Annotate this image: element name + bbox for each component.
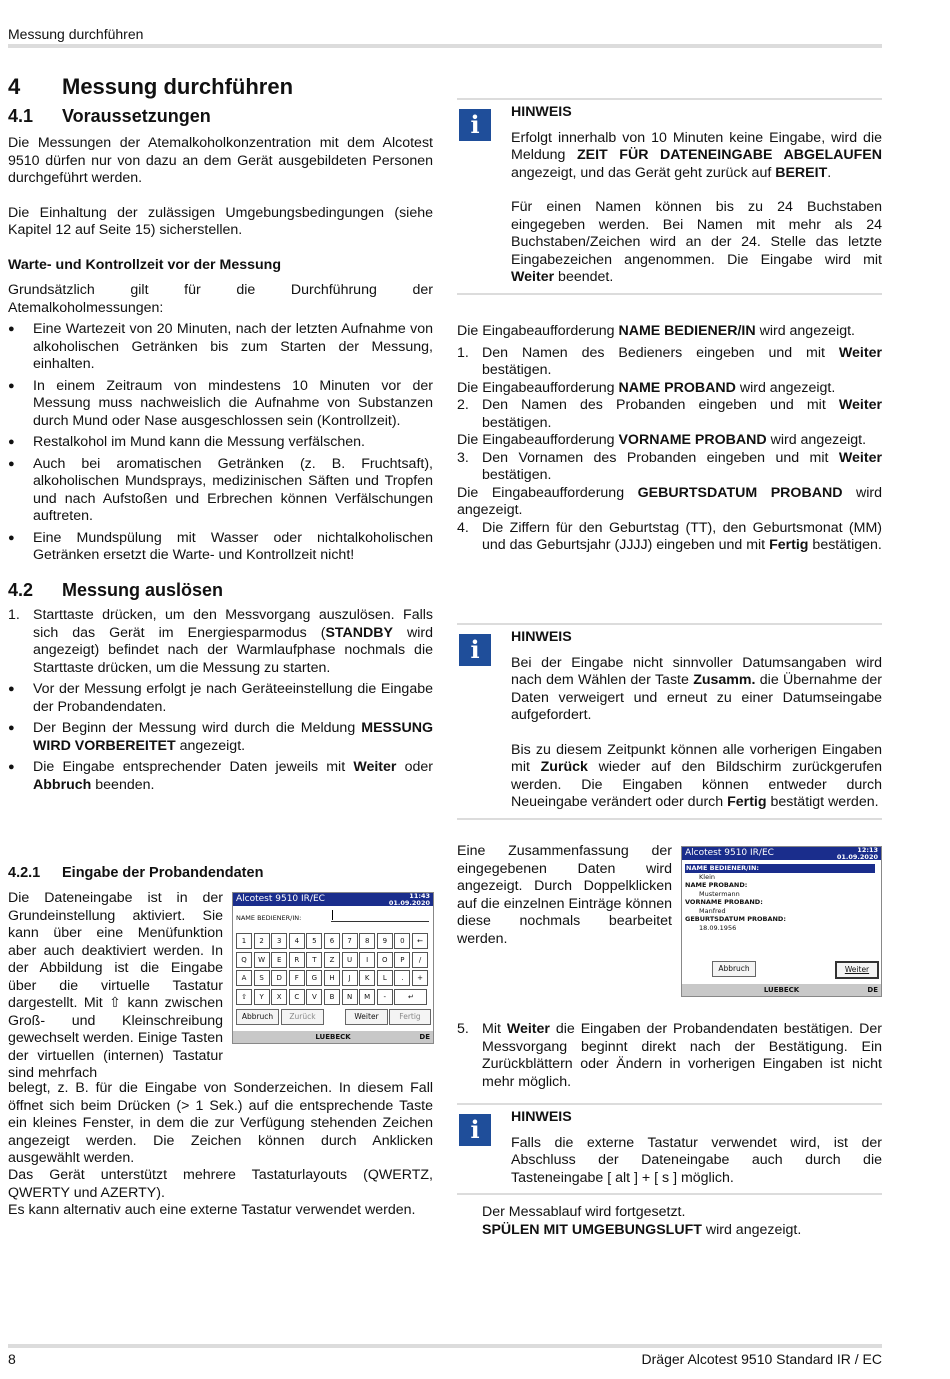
location-label: LUEBECK [763,986,800,994]
section-heading-4-2 [8,579,433,600]
text: Starttaste drücken, um den Messvorgang auszulösen. Falls sich das Gerät im Energiesparmodus ( [33,607,433,641]
bold-text: Weiter [506,1021,550,1037]
name-input[interactable] [331,910,429,922]
subsection-title: Eingabe der Probandendaten [62,865,264,881]
keyboard-key[interactable]: N [342,989,358,1005]
weiter-button[interactable]: Weiter [345,1009,388,1025]
bold-text: NAME PROBAND [618,379,736,396]
keyboard-key[interactable]: H [324,970,340,986]
screen-titlebar [233,893,433,906]
keyboard-key[interactable]: F [289,970,305,986]
keyboard-key[interactable]: Q [236,952,252,968]
hint-paragraph [511,130,882,183]
bold-text: Abbruch [33,776,92,793]
keyboard-key[interactable]: T [306,952,322,968]
section-title: Voraussetzungen [62,105,211,126]
summary-value[interactable]: Mustermann [699,889,740,898]
hint-box [457,1103,882,1195]
text: bestätigen. [482,467,552,483]
country-label: DE [419,1033,430,1041]
step-number: 2. [457,397,469,413]
keyboard-key[interactable]: A [236,970,252,986]
keyboard-key[interactable]: 5 [306,933,322,949]
keyboard-key[interactable]: R [289,952,305,968]
screen-datetime [837,847,878,860]
keyboard-key[interactable]: L [377,970,393,986]
result-text [482,1204,882,1239]
bold-text: MESSUNG WIRD VORBEREITET [33,720,433,754]
bold-text: Weiter [511,269,555,285]
keyboard-key[interactable]: + [412,970,428,986]
keyboard-key[interactable]: W [254,952,270,968]
weiter-button[interactable]: Weiter [835,961,879,979]
paragraph: belegt, z. B. für die Eingabe von Sonderzeichen. In diesem Fall öffnet sich beim Drücken (> 1 Sek.) auf die entsprechende Taste ein kleines Fenster, in dem die zur Verfügung stehenden Zeichen angezeigt werden. Die Zeichen können durch Anklicken ausgewählt werden. [8,1080,433,1166]
keyboard-key[interactable]: O [377,952,393,968]
bold-text: NAME BEDIENER/IN [618,323,756,339]
text: bestätigt werden. [766,794,879,810]
text: wird angezeigt) befindet nach der Warmlaufphase nochmals die Starttaste drücken, um die Messung zu starten. [33,624,433,676]
section-number: 4.2 [8,579,34,600]
footer-rule [8,1344,882,1348]
text: die Eingaben der Probandendaten bestätigen. Der Messvorgang beginnt direkt nach der Bestätigung. Ein Zurückblättern oder Ändern in vorherigen Eingaben ist nicht mehr möglich. [482,1021,882,1090]
keyboard-key[interactable]: B [324,989,340,1005]
device-screen-keyboard [232,892,434,1044]
keyboard-key[interactable]: 8 [359,933,375,949]
result-line [482,1222,882,1240]
text: Die Eingabeaufforderung [457,323,619,339]
screen-time: 12:13 [857,846,878,854]
summary-label[interactable]: VORNAME PROBAND: [685,898,763,906]
list-item [8,759,433,794]
step-number: 5. [457,1021,469,1037]
hint-paragraph: Falls die externe Tastatur verwendet wird, ist der Abschluss der Dateneingabe auch durch die Tasteneingabe [ alt ] + [ s ] möglich. [511,1134,882,1186]
keyboard-key[interactable]: J [342,970,358,986]
summary-label[interactable]: NAME PROBAND: [685,881,748,889]
bullet-list [8,321,433,565]
country-label: DE [867,986,878,994]
screen-title: Alcotest 9510 IR/EC [236,894,325,904]
info-icon: i [459,1114,491,1146]
screen-statusbar [233,1031,433,1043]
keyboard-key[interactable]: M [359,989,375,1005]
list-item: ● Auch bei aromatischen Getränken (z. B. Fruchtsaft), alkoholischen Mundsprays, medizinischen Säften und Tropfen und nach Aufstoßen und Erbrechen können Verfälschungen auftreten. [8,456,433,526]
bold-text: Weiter [838,397,882,413]
keyboard-key[interactable]: 3 [271,933,287,949]
hint-paragraph [511,199,882,287]
screen-title: Alcotest 9510 IR/EC [685,848,774,858]
text: wird angezeigt. [766,432,867,448]
keyboard-key[interactable]: I [359,952,375,968]
step-item [457,1021,882,1091]
bold-text: Weiter [838,344,882,361]
text: Den Namen des Bedieners eingeben und mit [482,344,839,361]
keyboard-key[interactable]: S [254,970,270,986]
keyboard-key[interactable]: 0 [394,933,410,949]
text: Die Eingabe entsprechender Daten jeweils mit [33,759,354,775]
text: . [827,164,832,181]
text: bestätigen. [482,362,552,378]
text: die Übernahme der Daten verweigert und erneut zu einer Datumseingabe aufgefordert. [511,672,882,723]
text: beendet. [554,269,614,285]
section-heading-4-1 [8,105,433,126]
keyboard-key[interactable]: 2 [254,933,270,949]
text: angezeigt, und das Gerät geht zurück auf [511,164,776,181]
text: Die Eingabeaufforderung [457,432,619,448]
bold-text: Fertig [769,537,809,553]
right-steps [457,323,882,555]
zurueck-button[interactable]: Zurück [281,1009,324,1025]
text: oder [396,759,433,775]
text: wird angezeigt. [735,379,836,396]
screen-statusbar [682,984,881,996]
page-number: 8 [8,1351,16,1367]
hint-box [457,98,882,295]
chapter-heading [8,74,433,99]
keyboard-key[interactable]: Y [254,989,270,1005]
hint-title: HINWEIS [511,629,572,645]
section-number: 4.1 [8,105,34,126]
bold-text: Fertig [727,794,767,810]
text: wird angezeigt. [755,323,855,339]
hint-title: HINWEIS [511,1109,572,1125]
keyboard-key[interactable]: 7 [342,933,358,949]
text: wird angezeigt. [457,484,882,518]
paragraph: Grundsätzlich gilt für die Durchführung der Atemalkoholmessungen: [8,282,433,316]
keyboard-key[interactable]: G [306,970,322,986]
text: Den Namen des Probanden eingeben und mit [482,397,839,413]
keyboard-key[interactable]: D [271,970,287,986]
text: Die Eingabeaufforderung [457,484,638,501]
hint-paragraph [511,742,882,812]
screen-titlebar [682,847,881,860]
bold-text: VORNAME PROBAND [618,432,767,448]
screen-datetime [389,893,430,906]
step-number: 1. [8,607,20,623]
keyboard-key[interactable]: X [271,989,287,1005]
bold-text: STANDBY [325,624,393,641]
bold-text: Weiter [838,449,882,466]
paragraph [457,323,882,341]
header-rule [8,44,882,48]
text: bestätigen. [808,537,882,553]
bold-text: SPÜLEN MIT UMGEBUNGSLUFT [482,1221,702,1238]
paragraph: Die Messungen der Atemalkoholkonzentration mit dem Alcotest 9510 dürfen nur von dazu an dem Gerät ausgebildeten Personen durchgeführt werden. [8,135,433,186]
bold-text: GEBURTSDATUM PROBAND [637,484,843,501]
keyboard-key[interactable]: 6 [324,933,340,949]
bullet-list [8,681,433,794]
bold-text: ZEIT FÜR DATENEINGABE ABGELAUFEN [576,147,882,163]
step-item [457,520,882,555]
step-item [8,607,433,677]
section-title: Messung auslösen [62,579,224,600]
keyboard-key[interactable]: ⇧ [236,989,252,1005]
keyboard-key[interactable]: 1 [236,933,252,949]
text: beenden. [91,776,155,793]
keyboard-key[interactable]: E [271,952,287,968]
field-label: NAME BEDIENER/IN: [236,914,302,922]
abbruch-button[interactable]: Abbruch [236,1009,279,1025]
abbruch-button[interactable]: Abbruch [712,961,756,977]
summary-value[interactable]: Klein [699,872,715,881]
result-line [457,380,882,398]
screen-date: 01.09.2020 [836,852,878,861]
subsection-number: 4.2.1 [8,865,41,881]
summary-label-selected[interactable]: NAME BEDIENER/IN: [685,864,875,873]
footer-product: Dräger Alcotest 9510 Standard IR / EC [641,1351,882,1367]
keyboard-key[interactable]: 4 [289,933,305,949]
paragraph: Es kann alternativ auch eine externe Tastatur verwendet werden. [8,1202,416,1218]
hint-box [457,623,882,820]
bold-text: BEREIT [775,164,828,181]
step-item [457,397,882,432]
text: Mit [482,1021,507,1037]
result-line [457,485,882,520]
text: wird angezeigt. [701,1221,802,1238]
summary-list [685,864,875,932]
list-item [8,681,433,716]
fertig-button[interactable]: Fertig [389,1009,431,1025]
info-icon: i [459,109,491,141]
step-item [457,345,882,380]
step-number: 4. [457,519,469,536]
summary-value[interactable]: 18.09.1956 [699,923,737,932]
bold-text: Zusamm. [693,672,756,688]
bold-text: Weiter [353,759,397,775]
keyboard-key[interactable]: ← [412,933,428,949]
list-item: ● Eine Wartezeit von 20 Minuten, nach der letzten Aufnahme von alkoholischen Getränken bis zum Starten der Messung, einhalten. [8,321,433,374]
keyboard-key[interactable]: U [342,952,358,968]
running-header: Messung durchführen [8,26,144,42]
list-item: ● In einem Zeitraum von mindestens 10 Minuten vor der Messung muss nachweislich die Aufnahme von Substanzen durch Mund oder Nase ausgeschlossen sein (Kontrollzeit). [8,378,433,431]
keyboard-key[interactable]: V [306,989,322,1005]
step-number: 1. [457,344,469,361]
paragraph: Eine Zusammenfassung der eingegebenen Daten wird angezeigt. Durch Doppelklicken auf die einzelnen Einträge können diese nochmals bearbeitet werden. [457,843,672,947]
text: Die Eingabeaufforderung [457,379,619,396]
bold-text: Zurück [540,759,588,775]
text: angezeigt. [175,737,246,754]
result-line: Der Messablauf wird fortgesetzt. [482,1204,686,1220]
keyboard-key[interactable]: / [412,952,428,968]
list-item: ● Eine Mundspülung mit Wasser oder nichtalkoholischen Getränken ersetzt die Warte- und Kontrollzeit nicht! [8,530,433,565]
chapter-number: 4 [8,74,21,99]
step-item [457,450,882,485]
text: Vor der Messung erfolgt je nach Geräteeinstellung die Eingabe der Probandendaten. [33,681,433,715]
keyboard-key[interactable]: C [289,989,305,1005]
screen-date: 01.09.2020 [388,898,430,907]
text: wieder auf den Bildschirm zurückgerufen werden. Die Eingaben können entweder durch Neueingabe verändert oder durch [511,759,882,810]
summary-value[interactable]: Manfred [699,906,726,915]
enter-key[interactable]: ↵ [394,989,427,1005]
location-label: LUEBECK [315,1033,351,1041]
screen-time: 11:43 [409,892,430,900]
text: bestätigen. [482,414,552,431]
text: Erfolgt innerhalb von 10 Minuten keine Eingabe, wird die Meldung [511,129,882,163]
text: Für einen Namen können bis zu 24 Buchstaben eingegeben werden. Bei Namen mit mehr als 24 Buchstaben/Zeichen wird an der 24. Stelle das letzte Eingabezeichen angenommen. Die Eingabe wird mit [511,199,882,268]
keyboard-key[interactable]: K [359,970,375,986]
summary-label[interactable]: GEBURTSDATUM PROBAND: [685,915,786,923]
paragraph: Die Einhaltung der zulässigen Umgebungsbedingungen (siehe Kapitel 12 auf Seite 15) sicherstellen. [8,204,433,238]
chapter-title: Messung durchführen [62,74,294,99]
hint-title: HINWEIS [511,104,572,120]
hint-paragraph [511,655,882,725]
text: Den Vornamen des Probanden eingeben und mit [482,449,839,466]
paragraph: Das Gerät unterstützt mehrere Tastaturlayouts (QWERTZ, QWERTY und AZERTY). [8,1167,433,1201]
text: Der Beginn der Messung wird durch die Meldung [33,720,362,736]
keyboard-key[interactable]: - [377,989,393,1005]
list-item: ● Restalkohol im Mund kann die Messung verfälschen. [8,434,433,452]
list-item [8,720,433,755]
left-column [8,74,433,798]
keyboard-key[interactable]: 9 [377,933,393,949]
step-number: 3. [457,449,469,466]
text: Die Ziffern für den Geburtstag (TT), den Geburtsmonat (MM) und das Geburtsjahr (JJJJ) eingeben und mit [482,519,882,553]
device-screen-summary [681,846,882,997]
subheading: Warte- und Kontrollzeit vor der Messung [8,256,281,273]
keyboard-key[interactable]: . [394,970,410,986]
text-cursor [332,910,333,920]
text: Bis zu diesem Zeitpunkt können alle vorherigen Eingaben mit [511,741,882,775]
result-line [457,432,882,450]
info-icon: i [459,634,491,666]
keyboard-key[interactable]: Z [324,952,340,968]
paragraph: Die Dateneingabe ist in der Grundeinstellung aktiviert. Sie kann über eine Menüfunktion aber auch deaktiviert werden. In der Abbildung ist die Eingabe über die virtuelle Tastatur dargestellt. Mit ⇧ kann zwischen Groß- und Kleinschreibung gewechselt werden. Einige Tasten der virtuellen (internen) Tastatur sind mehrfach [8,890,223,1081]
keyboard-key[interactable]: P [394,952,410,968]
subsection-heading-4-2-1 [8,865,263,883]
text: Bei der Eingabe nicht sinnvoller Datumsangaben wird nach dem Wählen der Taste [511,654,882,688]
